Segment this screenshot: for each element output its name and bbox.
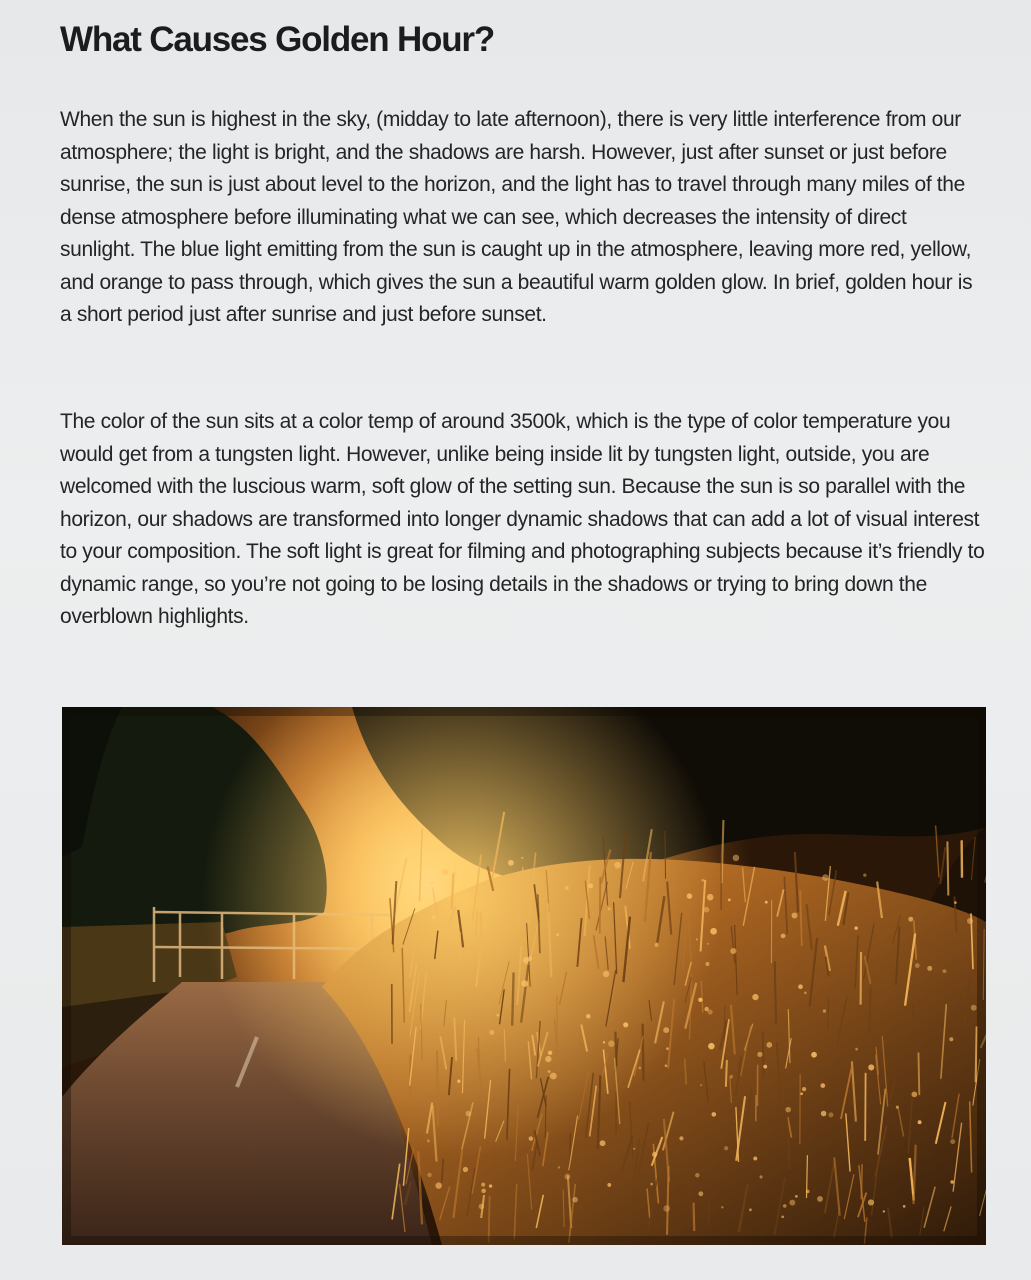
article-title: What Causes Golden Hour? [60,20,495,59]
article [60,18,985,628]
golden-hour-photo-illustration [62,707,986,1245]
golden-hour-photo [62,707,986,1245]
article-paragraph-1: When the sun is highest in the sky, (midday to late afternoon), there is very little interference from our atmosphere; the light is bright, and the shadows are harsh. However, just after sunset or just before sunrise, the sun is just about level to the horizon, and the light has to travel through many miles of the dense atmosphere before illuminating what we can see, which decreases the intensity of direct sunlight. The blue light emitting from the sun is caught up in the atmosphere, leaving more red, yellow, and orange to pass through, which gives the sun a beautiful warm golden glow. In brief, golden hour is a short period just after sunrise and just before sunset. [60,108,973,326]
article-paragraph-2: The color of the sun sits at a color temp of around 3500k, which is the type of color temperature you would get from a tungsten light. However, unlike being inside lit by tungsten light, outside, you are welcomed with the luscious warm, soft glow of the setting sun. Because the sun is so parallel with the horizon, our shadows are transformed into longer dynamic shadows that can add a lot of visual interest to your composition. The soft light is great for filming and photographing subjects because it’s friendly to dynamic range, so you’re not going to be losing details in the shadows or trying to bring down the overblown highlights. [60,410,985,628]
